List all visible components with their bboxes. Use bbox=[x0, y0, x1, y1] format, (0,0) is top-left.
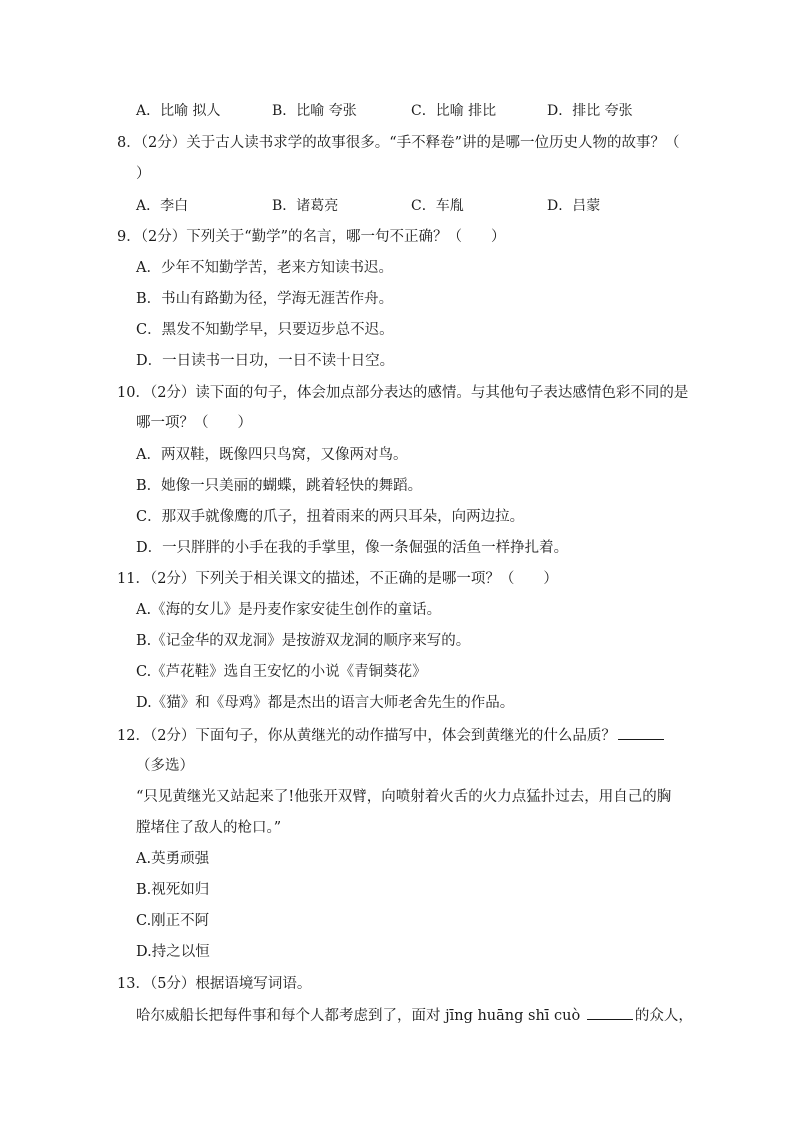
q7-option-a: A．比喻 拟人 bbox=[136, 103, 221, 119]
q11-stem: 11．（2分）下列关于相关课文的描述，不正确的是哪一项？（ ） bbox=[117, 571, 558, 587]
q12-option-b: B.视死如归 bbox=[136, 882, 210, 898]
q10-stem: 10．（2分）读下面的句子，体会加点部分表达的感情。与其他句子表达感情色彩不同的是 bbox=[117, 385, 689, 401]
q12-answer-blank[interactable] bbox=[618, 725, 664, 740]
q8-option-d: D．吕蒙 bbox=[547, 198, 601, 214]
q12-quote-line-2: 膛堵住了敌人的枪口。” bbox=[136, 820, 282, 836]
q12-stem-line bbox=[117, 725, 666, 746]
q11-option-d: D.《猫》和《母鸡》都是杰出的语言大师老舍先生的作品。 bbox=[136, 695, 515, 711]
q12-quote-line-1: “只见黄继光又站起来了!他张开双臂，向喷射着火舌的火力点猛扑过去，用自己的胸 bbox=[136, 789, 672, 805]
q12-stem: 12．（2分）下面句子，你从黄继光的动作描写中，体会到黄继光的什么品质？ bbox=[117, 728, 616, 744]
q10-option-b: B．她像一只美丽的蝴蝶，跳着轻快的舞蹈。 bbox=[136, 478, 423, 494]
q13-text-line bbox=[136, 1005, 693, 1026]
q12-note: （多选） bbox=[136, 758, 194, 774]
q12-option-d: D.持之以恒 bbox=[136, 944, 210, 960]
q8-option-c: C．车胤 bbox=[411, 198, 464, 214]
q9-option-b: B．书山有路勤为径，学海无涯苦作舟。 bbox=[136, 291, 394, 307]
q9-option-c: C．黑发不知勤学早，只要迈步总不迟。 bbox=[136, 322, 394, 338]
q7-option-d: D．排比 夸张 bbox=[547, 103, 633, 119]
q8-option-a: A．李白 bbox=[136, 198, 189, 214]
q8-stem-continuation: ） bbox=[136, 166, 151, 182]
q13-text-before: 哈尔威船长把每件事和每个人都考虑到了，面对 jīng huāng shī cuò bbox=[136, 1008, 581, 1024]
q12-option-a: A.英勇顽强 bbox=[136, 851, 210, 867]
q10-option-a: A．两双鞋，既像四只鸟窝，又像两对鸟。 bbox=[136, 447, 408, 463]
q8-option-b: B．诸葛亮 bbox=[272, 198, 339, 214]
q13-stem: 13．（5分）根据语境写词语。 bbox=[117, 976, 312, 992]
q10-option-c: C．那双手就像鹰的爪子，扭着雨来的两只耳朵，向两边拉。 bbox=[136, 509, 525, 525]
q7-option-b: B．比喻 夸张 bbox=[272, 103, 357, 119]
q9-stem: 9．（2分）下列关于“勤学”的名言，哪一句不正确？（ ） bbox=[117, 229, 506, 245]
q10-stem-continuation: 哪一项？（ ） bbox=[136, 415, 252, 431]
q12-option-c: C.刚正不阿 bbox=[136, 913, 210, 929]
q13-answer-blank[interactable] bbox=[587, 1005, 633, 1020]
q13-text-after: 的众人， bbox=[634, 1008, 693, 1024]
q7-option-c: C．比喻 排比 bbox=[411, 103, 497, 119]
q9-option-d: D．一日读书一日功，一日不读十日空。 bbox=[136, 353, 395, 369]
q9-option-a: A．少年不知勤学苦，老来方知读书迟。 bbox=[136, 260, 393, 276]
q11-option-c: C.《芦花鞋》选自王安忆的小说《青铜葵花》 bbox=[136, 664, 427, 680]
q11-option-b: B.《记金华的双龙洞》是按游双龙洞的顺序来写的。 bbox=[136, 633, 471, 649]
q10-option-d: D．一只胖胖的小手在我的手掌里，像一条倔强的活鱼一样挣扎着。 bbox=[136, 540, 569, 556]
q8-stem: 8．（2分）关于古人读书求学的故事很多。“手不释卷”讲的是哪一位历史人物的故事？（ bbox=[117, 135, 680, 151]
q11-option-a: A.《海的女儿》是丹麦作家安徒生创作的童话。 bbox=[136, 602, 442, 618]
